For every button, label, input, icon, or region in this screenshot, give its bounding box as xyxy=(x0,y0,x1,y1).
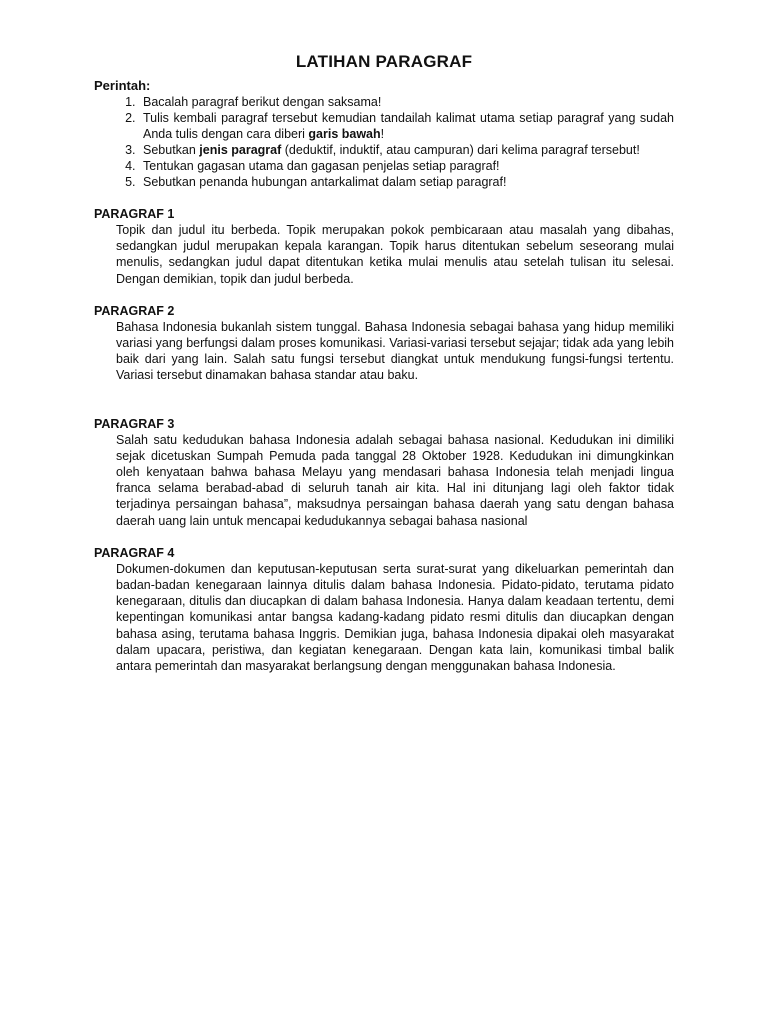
paragraph-section-2 xyxy=(94,303,674,384)
paragraph-heading: PARAGRAF 4 xyxy=(94,545,175,560)
paragraph-section-1 xyxy=(94,206,674,287)
paragraph-heading: PARAGRAF 3 xyxy=(94,416,175,431)
instruction-emphasis: jenis paragraf xyxy=(199,143,282,157)
paragraph-section-3 xyxy=(94,416,674,529)
paragraph-heading: PARAGRAF 1 xyxy=(94,207,175,221)
instruction-text: Bacalah paragraf berikut dengan saksama! xyxy=(143,95,382,109)
instruction-item xyxy=(139,174,674,190)
instruction-text-end: (deduktif, induktif, atau campuran) dari kelima paragraf tersebut! xyxy=(281,143,640,157)
instruction-text-end: ! xyxy=(380,127,385,141)
instruction-text: Sebutkan penanda hubungan antarkalimat dalam setiap paragraf! xyxy=(143,175,507,189)
instruction-item xyxy=(139,94,674,110)
instruction-text: Tentukan gagasan utama dan gagasan penjelas setiap paragraf! xyxy=(143,159,500,173)
document-page xyxy=(94,52,674,674)
paragraph-body: Dokumen-dokumen dan keputusan-keputusan serta surat-surat yang dikeluarkan pemerintah dan badan-badan kenegaraan lainnya ditulis dalam bahasa Indonesia. Pidato-pidato, terutama pidato kenegaraan, ditulis dan diucapkan di dalam bahasa Indonesia. Hanya dalam keadaan tertentu, demi kepentingan komunikasi antar bangsa kadang-kadang pidato resmi ditulis dan diucapkan dengan bahasa asing, terutama bahasa Inggris. Demikian juga, bahasa Indonesia dipakai oleh masyarakat dalam upacara, peristiwa, dan kegiatan kenegaraan. Dengan kata lain, komunikasi timbal balik antara pemerintah dan masyarakat berlangsung dengan menggunakan bahasa Indonesia. xyxy=(116,561,674,674)
instruction-item xyxy=(139,142,674,158)
instruction-emphasis: garis bawah xyxy=(308,127,381,141)
paragraph-body: Topik dan judul itu berbeda. Topik merupakan pokok pembicaraan atau masalah yang dibahas, sedangkan judul merupakan kepala karangan. Topik harus ditentukan sebelum seseorang mulai menulis, sedangkan judul dapat ditentukan ketika mulai menulis atau setelah tulisan itu selesai. Dengan demikian, topik dan judul berbeda. xyxy=(116,223,674,286)
paragraph-body: Salah satu kedudukan bahasa Indonesia adalah sebagai bahasa nasional. Kedudukan ini dimiliki sejak dicetuskan Sumpah Pemuda pada tanggal 28 Oktober 1928. Kedudukan ini dimungkinkan oleh kenyataan bahwa bahasa Melayu yang mendasari bahasa Indonesia telah menjadi lingua franca selama berabad-abad di seluruh tanah air kita. Hal ini ditunjang lagi oleh faktor tidak terjadinya persaingan bahasa”, maksudnya persaingan bahasa daerah yang satu dengan bahasa daerah uang lain untuk mencapai kedudukannya sebagai bahasa nasional xyxy=(116,432,674,528)
document-title: LATIHAN PARAGRAF xyxy=(295,52,473,71)
paragraph-body: Bahasa Indonesia bukanlah sistem tunggal. Bahasa Indonesia sebagai bahasa yang hidup memiliki variasi yang berfungsi dalam proses komunikasi. Variasi-variasi tersebut sejajar; tidak ada yang lebih baik dari yang lain. Salah satu fungsi tersebut diangkat untuk mendukung fungsi-fungsi tertentu. Variasi tersebut dinamakan bahasa standar atau baku. xyxy=(116,319,674,383)
instruction-text: Tulis kembali paragraf tersebut kemudian tandailah kalimat utama setiap paragraf yang sudah Anda tulis dengan cara diberi xyxy=(143,111,674,141)
instruction-text: Sebutkan xyxy=(143,143,200,157)
instruction-item xyxy=(139,110,674,142)
paragraph-section-4 xyxy=(94,545,674,674)
instructions-label: Perintah: xyxy=(94,78,151,93)
instruction-item xyxy=(139,158,674,174)
paragraph-heading: PARAGRAF 2 xyxy=(94,303,175,318)
instructions-list xyxy=(94,94,674,190)
